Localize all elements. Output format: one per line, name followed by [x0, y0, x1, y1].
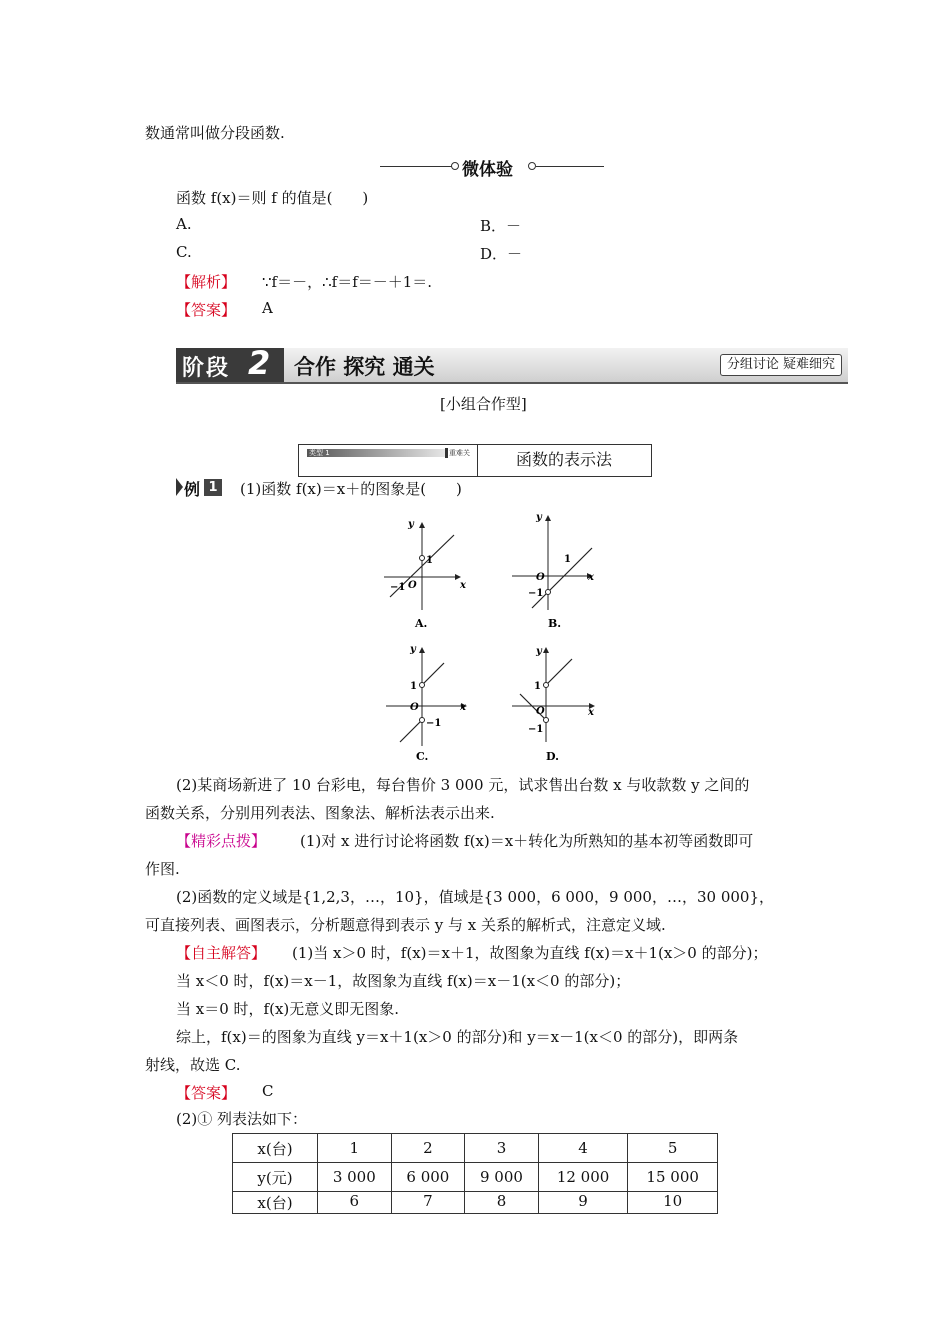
graph-b-mark2: −1	[528, 588, 544, 599]
graph-a-hole	[420, 556, 425, 561]
graph-d-hole-bottom	[544, 718, 549, 723]
solution-label: 【自主解答】	[176, 944, 267, 962]
option-b: B．－	[480, 217, 522, 235]
divider-left	[380, 166, 452, 167]
type-separator	[445, 448, 448, 458]
divider-dot-left	[451, 162, 459, 170]
stage-banner	[176, 344, 848, 384]
graph-b	[508, 510, 600, 632]
analysis-label: 【解析】	[176, 273, 237, 291]
graph-d-ylabel: y	[536, 646, 542, 657]
example-number: 1	[204, 479, 222, 496]
answer-value-1: A	[262, 299, 273, 317]
graph-d-line-right	[546, 659, 572, 685]
option-d: D．－	[480, 245, 523, 263]
domain-line1: (2)函数的定义域是{1,2,3，…，10}，值域是{3 000，6 000，9 000，…，30 000}，	[176, 888, 774, 906]
table-row	[233, 1134, 718, 1163]
graph-a	[380, 515, 470, 633]
type-box	[298, 444, 652, 477]
table-row	[233, 1192, 718, 1214]
part2-line1: (2)某商场新进了 10 台彩电，每台售价 3 000 元，试求售出台数 x 与收款数 y 之间的	[176, 776, 750, 794]
graph-d-mark2: −1	[528, 724, 544, 735]
graph-a-origin: O	[408, 580, 417, 591]
summary-line2: 射线，故选 C.	[145, 1056, 241, 1074]
example-prefix: 例	[184, 480, 201, 499]
summary-line1: 综上，f(x)＝的图象为直线 y＝x＋1(x＞0 的部分)和 y＝x－1(x＜0 的部分)，即两条	[176, 1028, 739, 1046]
hint-line1: (1)对 x 进行讨论将函数 f(x)＝x＋转化为所熟知的基本初等函数即可	[300, 832, 754, 850]
table-row	[233, 1163, 718, 1192]
question-stem: 函数 f(x)＝则 f 的值是( )	[176, 189, 369, 207]
group-type: [小组合作型]	[440, 395, 527, 413]
graph-c-origin: O	[410, 702, 419, 713]
divider-dot-right	[528, 162, 536, 170]
hint-line2: 作图.	[145, 860, 180, 878]
data-table	[232, 1133, 718, 1214]
table-cell: 3 000	[318, 1163, 392, 1192]
hint-label: 【精彩点拨】	[176, 832, 267, 850]
domain-line2: 可直接列表、画图表示，分析题意得到表示 y 与 x 关系的解析式，注意定义域.	[145, 916, 666, 934]
table-cell: 9 000	[465, 1163, 539, 1192]
graph-d-mark1: 1	[534, 681, 541, 692]
graph-d-origin: O	[536, 706, 545, 717]
graph-b-mark1: 1	[564, 554, 571, 565]
graph-a-label: A.	[415, 617, 428, 630]
graph-a-mark1: 1	[426, 555, 433, 566]
graph-b-hole	[546, 590, 551, 595]
graph-d-label: D.	[546, 750, 559, 763]
table-cell: 12 000	[538, 1163, 628, 1192]
graph-c-xlabel: x	[460, 702, 466, 713]
type-label: 类型 1	[309, 449, 330, 457]
part2-line2: 函数关系，分别用列表法、图象法、解析法表示出来.	[145, 804, 495, 822]
table-cell: 8	[465, 1192, 539, 1214]
micro-title: 微体验	[462, 160, 513, 180]
solution-line1: (1)当 x＞0 时，f(x)＝x＋1，故图象为直线 f(x)＝x＋1(x＞0 的部分)；	[292, 944, 768, 962]
example-arrow-icon	[176, 478, 183, 496]
option-c: C.	[176, 243, 192, 261]
graph-b-label: B.	[548, 617, 562, 630]
table-cell: 10	[628, 1192, 718, 1214]
table-cell: y(元)	[233, 1163, 318, 1192]
stage-badge	[176, 344, 284, 382]
solution-line3: 当 x＝0 时，f(x)无意义即无图象.	[176, 1000, 400, 1018]
divider-right	[536, 166, 604, 167]
type-right: 重难关	[449, 449, 470, 457]
list-intro: (2)① 列表法如下：	[176, 1110, 308, 1128]
table-cell: 3	[465, 1134, 539, 1163]
option-a: A.	[176, 215, 192, 233]
stage-number: 2	[248, 344, 271, 382]
table-cell: 15 000	[628, 1163, 718, 1192]
graph-b-origin: O	[536, 572, 545, 583]
type-label-cell	[299, 445, 478, 476]
graph-c-mark2: −1	[426, 718, 442, 729]
graph-a-mark2: −1	[390, 582, 406, 593]
table-cell: 4	[538, 1134, 628, 1163]
graph-c-hole-top	[420, 683, 425, 688]
graph-d-xlabel: x	[588, 707, 594, 718]
graph-c-ylabel: y	[410, 644, 416, 655]
stage-title: 合作 探究 通关	[294, 355, 435, 379]
type-value: 函数的表示法	[515, 450, 612, 469]
graph-c-line-left	[400, 720, 422, 742]
graph-a-xlabel: x	[460, 580, 466, 591]
table-cell: 5	[628, 1134, 718, 1163]
table-cell: 1	[318, 1134, 392, 1163]
example-text: (1)函数 f(x)＝x＋的图象是( )	[240, 480, 462, 498]
answer-value-2: C	[262, 1082, 274, 1100]
analysis-text: ∵f＝－，∴f＝f＝－＋1＝.	[262, 273, 433, 291]
table-cell: 9	[538, 1192, 628, 1214]
graph-d	[508, 642, 600, 764]
graph-c-hole-bottom	[420, 718, 425, 723]
stage-tag: 分组讨论 疑难细究	[720, 354, 842, 376]
table-cell: 6	[318, 1192, 392, 1214]
graph-c	[380, 642, 472, 764]
graph-c-line-right	[422, 663, 444, 685]
solution-line2: 当 x＜0 时，f(x)＝x－1，故图象为直线 f(x)＝x－1(x＜0 的部分)；	[176, 972, 631, 990]
graph-d-hole-top	[544, 683, 549, 688]
table-cell: x(台)	[233, 1192, 318, 1214]
graph-c-mark1: 1	[410, 681, 417, 692]
graph-b-xlabel: x	[588, 572, 594, 583]
table-cell: 7	[391, 1192, 465, 1214]
top-line: 数通常叫做分段函数.	[145, 124, 285, 142]
answer-label-2: 【答案】	[176, 1084, 237, 1102]
stage-text: 阶段	[182, 356, 231, 381]
graph-c-label: C.	[416, 750, 429, 763]
graph-a-ylabel: y	[408, 519, 414, 530]
graph-b-ylabel: y	[536, 512, 542, 523]
table-cell: 2	[391, 1134, 465, 1163]
answer-label-1: 【答案】	[176, 301, 237, 319]
table-cell: x(台)	[233, 1134, 318, 1163]
table-cell: 6 000	[391, 1163, 465, 1192]
